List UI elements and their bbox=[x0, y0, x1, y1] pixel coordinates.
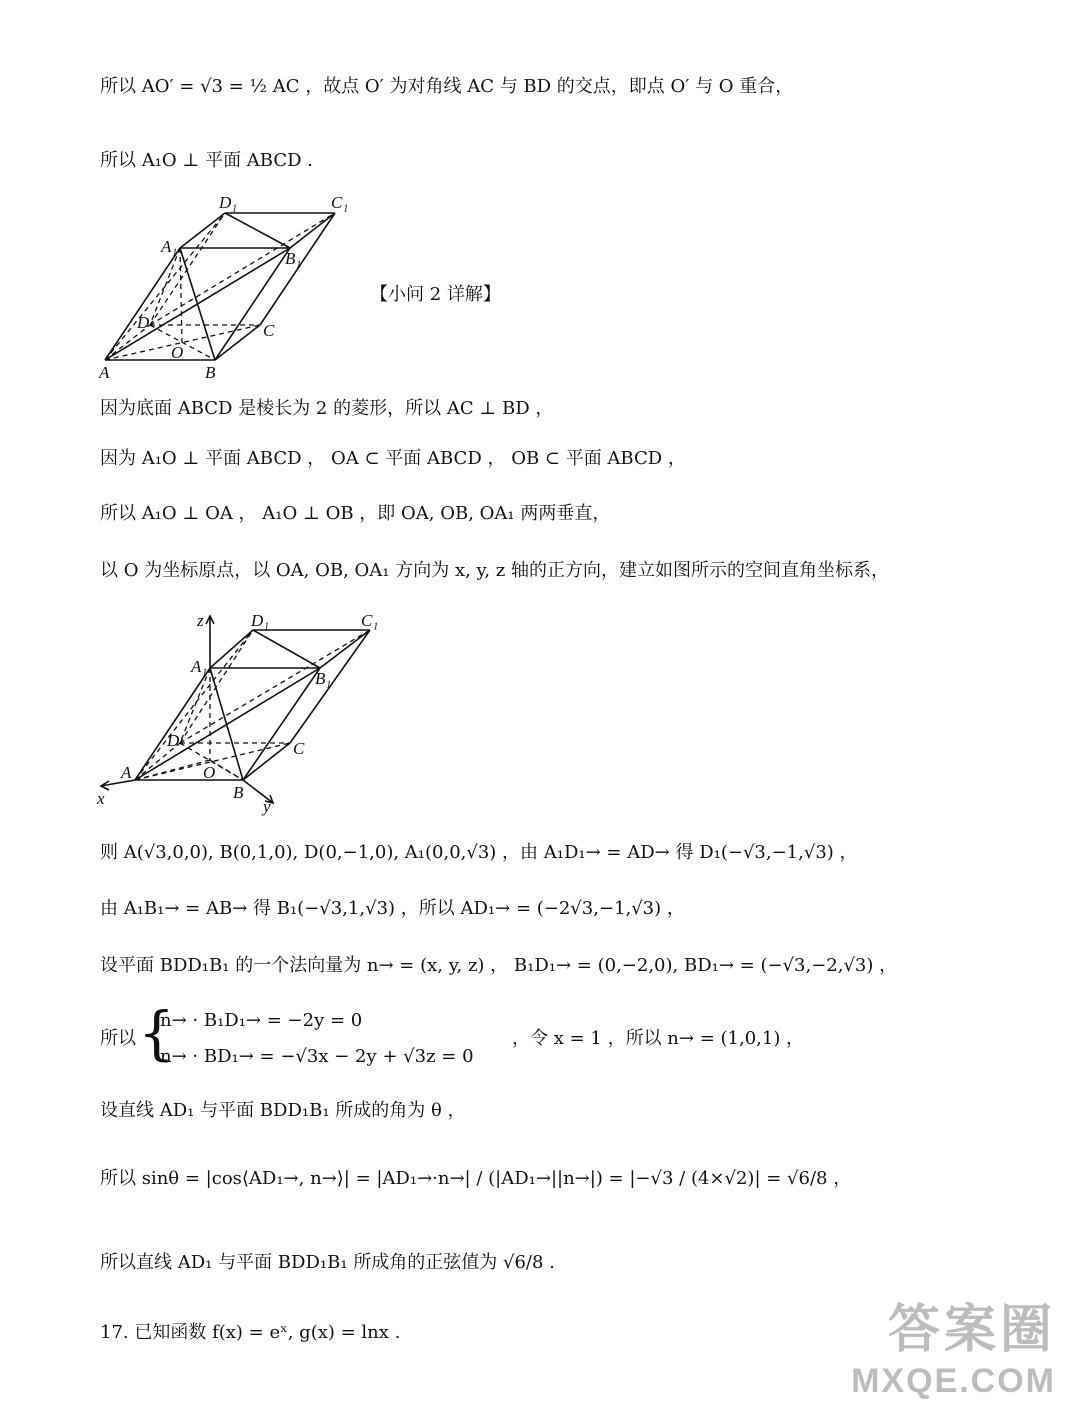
label-y: y bbox=[263, 797, 271, 816]
system-equation-2: n→ · BD₁→ = −√3x − 2y + √3z = 0 bbox=[160, 1046, 474, 1067]
label-D: D bbox=[137, 313, 150, 332]
label-D1: D₁ bbox=[219, 193, 238, 212]
system-prefix: 所以 bbox=[100, 1028, 136, 1049]
label-A1: A₁ bbox=[191, 657, 208, 676]
section-heading: 【小问 2 详解】 bbox=[370, 284, 501, 305]
label-x: x bbox=[97, 789, 105, 808]
label-D: D bbox=[167, 731, 180, 750]
text-line-11: 所以 sinθ = |cos⟨AD₁→, n→⟩| = |AD₁→·n→| / (|AD₁→||n→|) = |−√3 / (4×√2)| = √6/8 ， bbox=[100, 1168, 852, 1189]
text-line-1: 所以 AO′ = √3 = ½ AC ，故点 O′ 为对角线 AC 与 BD 的交点，即点 O′ 与 O 重合， bbox=[100, 76, 794, 97]
text-line-5: 所以 A₁O ⊥ OA ， A₁O ⊥ OB ，即 OA, OB, OA₁ 两两垂直， bbox=[100, 503, 611, 524]
text-line-3: 因为底面 ABCD 是棱长为 2 的菱形，所以 AC ⊥ BD ， bbox=[100, 398, 554, 419]
text-line-4: 因为 A₁O ⊥ 平面 ABCD ， OA ⊂ 平面 ABCD ， OB ⊂ 平面 ABCD ， bbox=[100, 448, 686, 469]
label-D1: D₁ bbox=[251, 611, 270, 630]
text-line-9: 设平面 BDD₁B₁ 的一个法向量为 n→ = (x, y, z) ， B₁D₁→ = (0,−2,0), BD₁→ = (−√3,−2,√3) ， bbox=[100, 955, 898, 976]
label-O: O bbox=[203, 763, 216, 782]
text-line-6: 以 O 为坐标原点，以 OA, OB, OA₁ 方向为 x, y, z 轴的正方向，建立如图所示的空间直角坐标系， bbox=[100, 560, 889, 581]
label-B1: B₁ bbox=[315, 669, 332, 688]
text-line-7: 则 A(√3,0,0), B(0,1,0), D(0,−1,0), A₁(0,0,√3) ，由 A₁D₁→ = AD→ 得 D₁(−√3,−1,√3) ， bbox=[100, 842, 858, 863]
label-O: O bbox=[171, 343, 184, 362]
text-line-10: 设直线 AD₁ 与平面 BDD₁B₁ 所成的角为 θ ， bbox=[100, 1100, 466, 1121]
label-C: C bbox=[293, 739, 305, 758]
label-B: B bbox=[233, 783, 244, 802]
label-C1: C₁ bbox=[331, 193, 349, 212]
prism-figure-2-coordinates bbox=[95, 608, 395, 818]
prism-figure-1 bbox=[95, 190, 365, 385]
label-A1: A₁ bbox=[161, 237, 178, 256]
label-B: B bbox=[205, 363, 216, 382]
label-C: C bbox=[263, 321, 275, 340]
system-suffix: ，令 x = 1 ，所以 n→ = (1,0,1) ， bbox=[512, 1028, 805, 1049]
label-B1: B₁ bbox=[285, 249, 302, 268]
label-C1: C₁ bbox=[361, 611, 379, 630]
text-line-8: 由 A₁B₁→ = AB→ 得 B₁(−√3,1,√3) ，所以 AD₁→ = (−2√3,−1,√3) ， bbox=[100, 898, 685, 919]
text-line-13: 17. 已知函数 f(x) = eˣ, g(x) = lnx . bbox=[100, 1322, 401, 1343]
system-brace: { bbox=[138, 999, 175, 1067]
label-z: z bbox=[197, 611, 204, 630]
watermark-logo: 答案圈 MXQE.COM bbox=[851, 1301, 1056, 1400]
text-line-2: 所以 A₁O ⊥ 平面 ABCD . bbox=[100, 150, 313, 171]
system-equation-1: n→ · B₁D₁→ = −2y = 0 bbox=[160, 1010, 363, 1031]
label-A: A bbox=[121, 763, 132, 782]
label-A: A bbox=[99, 363, 110, 382]
text-line-12: 所以直线 AD₁ 与平面 BDD₁B₁ 所成角的正弦值为 √6/8 . bbox=[100, 1252, 555, 1273]
